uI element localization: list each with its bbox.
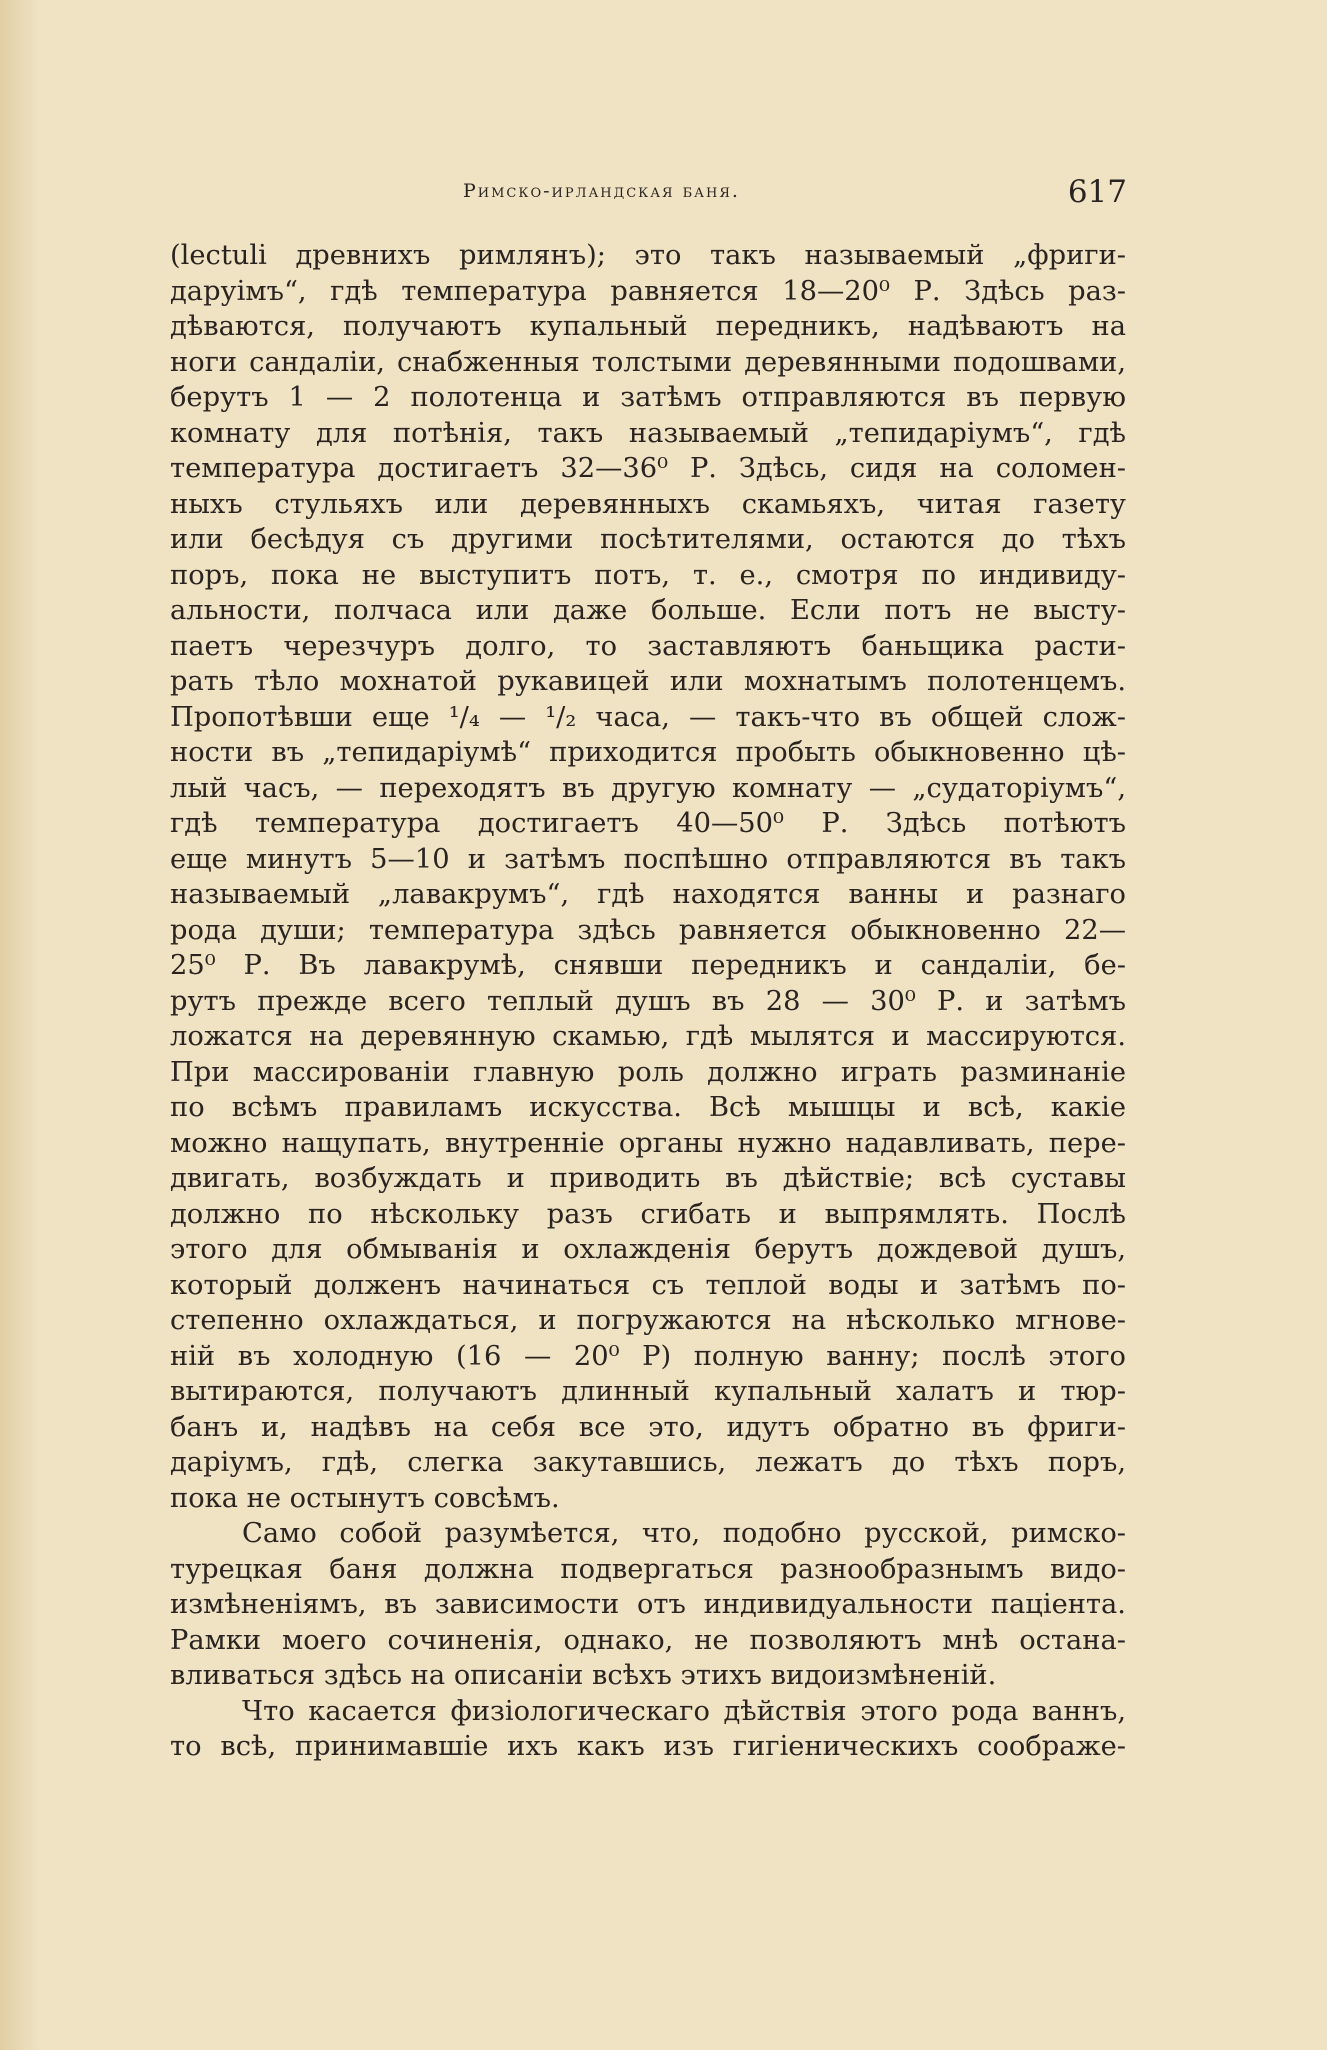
- text-line: паетъ черезчуръ долго, то заставляютъ баньщика расти-: [170, 630, 1126, 662]
- text-line: этого для обмыванія и охлажденія берутъ дождевой душъ,: [170, 1234, 1126, 1265]
- running-title: Римско-ирландская баня.: [463, 180, 740, 202]
- text-line: берутъ 1 — 2 полотенца и затѣмъ отправляются въ первую: [170, 382, 1126, 413]
- text-line: Само собой разумѣется, что, подобно русской, римско-: [242, 1518, 1126, 1549]
- text-line: или бесѣдуя съ другими посѣтителями, остаются до тѣхъ: [170, 524, 1126, 555]
- text-line: лый часъ, — переходятъ въ другую комнату — „судаторіумъ“,: [170, 772, 1126, 804]
- text-line: комнату для потѣнія, такъ называемый „тепидаріумъ“, гдѣ: [170, 417, 1126, 449]
- text-line: даріумъ, гдѣ, слегка закутавшись, лежатъ до тѣхъ поръ,: [170, 1447, 1126, 1478]
- text-line: вытираются, получаютъ длинный купальный халатъ и тюр-: [170, 1376, 1126, 1407]
- text-line: еще минутъ 5—10 и затѣмъ поспѣшно отправляются въ такъ: [170, 843, 1126, 875]
- text-line: по всѣмъ правиламъ искусства. Всѣ мышцы и всѣ, какіе: [170, 1092, 1126, 1123]
- text-line: который долженъ начинаться съ теплой воды и затѣмъ по-: [170, 1269, 1126, 1301]
- text-line: рода души; температура здѣсь равняется обыкновенно 22—: [170, 914, 1126, 946]
- text-line: ній въ холодную (16 — 20⁰ Р) полную ванну; послѣ этого: [170, 1340, 1126, 1372]
- text-line: степенно охлаждаться, и погружаются на нѣсколько мгнове-: [170, 1305, 1126, 1336]
- text-line: ныхъ стульяхъ или деревянныхъ скамьяхъ, читая газету: [170, 488, 1126, 520]
- text-line: гдѣ температура достигаетъ 40—50⁰ Р. Здѣсь потѣютъ: [170, 808, 1126, 839]
- text-line: Что касается физіологическаго дѣйствія этого рода ваннъ,: [242, 1695, 1126, 1727]
- text-line: то всѣ, принимавшіе ихъ какъ изъ гигіеническихъ соображе-: [170, 1731, 1126, 1762]
- text-line: дѣваются, получаютъ купальный передникъ, надѣваютъ на: [170, 311, 1126, 342]
- text-line: поръ, пока не выступитъ потъ, т. е., смотря по индивиду-: [170, 559, 1126, 591]
- text-line: ноги сандаліи, снабженныя толстыми деревянными подошвами,: [170, 346, 1126, 378]
- text-line: ложатся на деревянную скамью, гдѣ мылятся и массируются.: [170, 1021, 1126, 1052]
- body-text: [170, 238, 1126, 1765]
- text-line: температура достигаетъ 32—36⁰ Р. Здѣсь, сидя на соломен-: [170, 453, 1126, 484]
- text-line: рать тѣло мохнатой рукавицей или мохнатымъ полотенцемъ.: [170, 666, 1126, 697]
- text-line: ности въ „тепидаріумѣ“ приходится пробыть обыкновенно цѣ-: [170, 737, 1126, 768]
- text-line: банъ и, надѣвъ на себя все это, идутъ обратно въ фриги-: [170, 1411, 1126, 1443]
- text-line: Пропотѣвши еще ¹/₄ — ¹/₂ часа, — такъ-что въ общей слож-: [170, 701, 1126, 733]
- text-line: двигать, возбуждать и приводить въ дѣйствіе; всѣ суставы: [170, 1163, 1126, 1194]
- text-line: должно по нѣскольку разъ сгибать и выпрямлять. Послѣ: [170, 1198, 1126, 1230]
- text-line: рутъ прежде всего теплый душъ въ 28 — 30⁰ Р. и затѣмъ: [170, 985, 1126, 1017]
- text-line: турецкая баня должна подвергаться разнообразнымъ видо-: [170, 1553, 1126, 1585]
- text-line: пока не остынутъ совсѣмъ.: [170, 1482, 560, 1514]
- text-line: измѣненіямъ, въ зависимости отъ индивидуальности паціента.: [170, 1589, 1126, 1620]
- text-line: называемый „лавакрумъ“, гдѣ находятся ванны и разнаго: [170, 879, 1126, 910]
- page-number: 617: [1067, 174, 1127, 210]
- text-line: При массированіи главную роль должно играть разминаніе: [170, 1056, 1126, 1088]
- text-line: даруімъ“, гдѣ температура равняется 18—20⁰ Р. Здѣсь раз-: [170, 275, 1126, 307]
- page-header: [170, 174, 1130, 218]
- text-line: (lectuli древнихъ римлянъ); это такъ называемый „фриги-: [170, 240, 1126, 271]
- text-line: альности, полчаса или даже больше. Если потъ не высту-: [170, 595, 1126, 626]
- text-line: 25⁰ Р. Въ лавакрумѣ, снявши передникъ и сандаліи, бе-: [170, 950, 1126, 981]
- text-line: можно нащупать, внутренніе органы нужно надавливать, пере-: [170, 1127, 1126, 1159]
- text-line: Рамки моего сочиненія, однако, не позволяютъ мнѣ остана-: [170, 1624, 1126, 1656]
- text-line: вливаться здѣсь на описаніи всѣхъ этихъ видоизмѣненій.: [170, 1660, 997, 1691]
